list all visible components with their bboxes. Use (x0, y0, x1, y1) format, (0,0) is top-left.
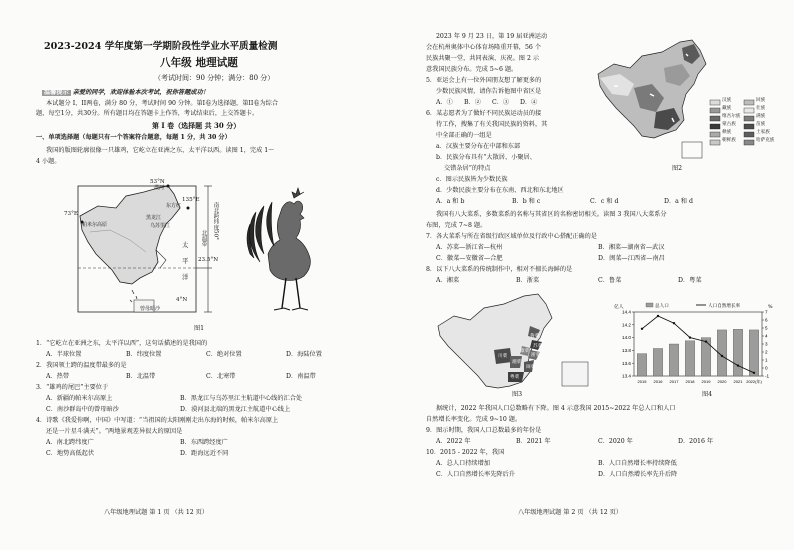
q6-option-b: B．b 和 c (512, 198, 541, 205)
page-1-footer: 八年级地理试题 第 1 页 （共 12 页） (104, 509, 209, 516)
q2-option-a: A．热带 (46, 373, 70, 380)
q5-option-a: A．① (436, 99, 453, 106)
y-right-tick-label: 3 (765, 341, 768, 347)
notice-line (42, 90, 209, 96)
fig1-mohe: 漠河 (154, 185, 165, 191)
growth-rate-point (753, 372, 755, 374)
q10-option-d: D．人口自然增长率先升后降 (598, 471, 678, 478)
growth-rate-point (689, 336, 691, 338)
q10-stem: 10．2015 - 2022 年，我国 (426, 449, 505, 456)
q1-option-a: A．半球位置 (46, 351, 82, 358)
q4-option-d: D．距海远近不同 (180, 450, 229, 457)
q5-stem: 5．亚运会上有一位外国朋友想了解更多的 (426, 77, 542, 84)
latitude-brace (196, 186, 212, 312)
q4-option-c: C．地势高低起伏 (46, 450, 95, 457)
y-right-tick-label: 4 (765, 333, 768, 339)
q8-option-d: D．粤菜 (678, 277, 702, 284)
fig1-pamir: 帕米尔高原 (82, 222, 108, 228)
q6-statement-b: b．民族分布具有“大散居、小聚居、 (436, 154, 536, 161)
notice-tag: 温馨提示 (44, 89, 69, 96)
q6-statement-b-2: 交错杂居”的特点 (444, 165, 491, 172)
q4-stem-2: 还是一片星斗满天”。“两地景观差异很大的原因是 (46, 428, 183, 435)
exam-title: 2023-2024 学年度第一学期阶段性学业水平质量检测 (44, 41, 278, 52)
legend-label-growth-rate: 人口自然增长率 (708, 304, 741, 309)
q1-stem: 1．“它屹立在亚洲之东，太平洋以西”，这句话描述的是我国的 (36, 340, 208, 347)
fig1-caption: 图1 (194, 325, 205, 332)
fig3-label-min: 闽菜 (526, 365, 536, 370)
x-tick-label: 2020 (717, 379, 727, 384)
notice-text: 亲爱的同学，欢迎体验本次考试，祝你答题成功！ (72, 89, 209, 96)
y-left-tick-label: 13.4 (622, 373, 631, 379)
q6-statement-d: d．少数民族主要分布在东南、西北和东北地区 (436, 187, 564, 194)
fig1-lat-south: 4°N (176, 297, 188, 303)
figure-2-ethnic-map (590, 34, 782, 162)
q3-option-b: B．黑龙江与乌苏里江主航道中心线的汇合处 (180, 395, 303, 402)
y-left-tick-label: 14.0 (622, 335, 631, 341)
legend-label-population: 总人口 (655, 304, 669, 309)
fig2-legend-5: 壮族 (756, 106, 766, 111)
q9-option-c: C．2020 年 (598, 438, 633, 445)
y-right-tick-label: 5 (765, 325, 768, 331)
q1-option-d: D．海陆位置 (286, 351, 322, 358)
q10-option-a: A．总人口持续增加 (436, 460, 490, 467)
q5-option-c: C．③ (492, 99, 510, 106)
q7-stem: 7．各大菜系与所在省级行政区域单位及行政中心搭配正确的是 (426, 233, 597, 240)
fig2-legend-11: 哈萨克族 (756, 138, 775, 143)
notice-line-2: 题，每空1分，共30分。所有题目均在答题卡上作答，考试结束后，上交答题卡。 (36, 110, 259, 117)
q6-option-c: C．c 和 d (590, 198, 619, 205)
population-bar (653, 348, 663, 376)
chart-series-population (637, 329, 759, 376)
fig2-legend-7: 苗族 (756, 122, 766, 127)
q10-option-c: C．人口自然增长率先降后升 (436, 471, 515, 478)
q6-stem: 6．某志愿者为了做好不同民族运动员的接 (426, 110, 542, 117)
fig2-legend-10: 朝鲜族 (722, 138, 736, 143)
fig2-caption: 图2 (672, 165, 683, 172)
fig2-legend-6: 满族 (756, 114, 766, 119)
q3-option-a: A．新疆的帕米尔高原上 (46, 395, 113, 402)
fig2-legend-8: 彝族 (722, 130, 732, 135)
y-left-tick-label: 13.6 (622, 360, 631, 366)
fig3-caption: 图3 (512, 391, 523, 398)
intro-5-line-2: 会在杭州奥体中心体育场隆重开幕，56 个 (426, 44, 542, 51)
q2-option-c: C．北寒带 (206, 373, 236, 380)
population-bar (669, 344, 679, 376)
growth-rate-point (705, 340, 707, 342)
q7-option-a: A．苏菜—浙江省—杭州 (436, 244, 503, 251)
fig2-legend-3: 蒙古族 (722, 122, 736, 127)
fig1-heilong: 黑龙江 (146, 215, 162, 221)
growth-rate-point (641, 328, 643, 330)
fig1-brace-bottom: 北温带 (200, 230, 207, 247)
fig3-label-lu: 鲁菜 (530, 334, 540, 339)
y-right-unit: % (768, 305, 773, 310)
chart-legend (646, 302, 741, 309)
q6-option-a: A．a 和 b (436, 198, 465, 205)
q8-option-c: C．鲁菜 (598, 277, 622, 284)
q4-option-a: A．南北跨纬度广 (46, 439, 94, 446)
q5-option-d: D．④ (520, 99, 538, 106)
intro-7-line-2: 布图，完成 7~8 题。 (426, 222, 487, 229)
fig3-label-xiang: 湘菜 (512, 360, 522, 365)
x-tick-label: 2022(年) (746, 379, 762, 384)
exam-subject: 八年级 地理试题 (160, 57, 238, 69)
q6-statement-a: a．汉族主要分布在中部和东部 (436, 143, 521, 150)
q7-option-b: B．湘菜—湖南省—武汉 (598, 244, 665, 251)
population-bar (637, 354, 647, 376)
intro-5-line-1: 2023 年 9 月 23 日，第 19 届亚洲运动 (436, 33, 548, 40)
growth-rate-point (673, 322, 675, 324)
fig1-lon-west: 73°E (64, 211, 78, 217)
q9-option-d: D．2016 年 (678, 438, 714, 445)
notice-line-1: 本试题分 I、II两卷，满分 80 分，考试时间 90 分钟。第I卷为选择题，第II卷为综合 (46, 100, 279, 107)
fig2-legend-0: 汉族 (722, 98, 732, 103)
fig1-tai: 太 (182, 241, 189, 249)
legend-swatch-population (646, 303, 653, 307)
q3-option-c: C．南沙群岛中的曾母暗沙 (46, 406, 119, 413)
fig2-legend-9: 土家族 (756, 130, 770, 135)
figure-4-population-chart (612, 300, 784, 392)
fig2-legend-1: 藏族 (722, 106, 732, 111)
population-bar (701, 338, 711, 376)
fig2-legend-4: 回族 (756, 98, 766, 103)
y-left-tick-label: 14.4 (622, 309, 631, 315)
q9-option-a: A．2022 年 (436, 438, 471, 445)
y-right-tick-label: -1 (765, 373, 770, 379)
q10-option-b: B．人口自然增长率持续降低 (598, 460, 677, 467)
q5-stem-2: 少数民族风情，请你告诉他图中省区是 (436, 88, 542, 95)
q1-option-b: B．纬度位置 (126, 351, 162, 358)
single-choice-title: 一、单项选择题（每题只有一个答案符合题意，每题 1 分，共 30 分） (36, 134, 231, 141)
q1-option-c: C．绝对位置 (206, 351, 242, 358)
q2-option-b: B．北温带 (126, 373, 156, 380)
fig1-lat-north: 53°N (150, 179, 165, 185)
y-left-tick-label: 14.2 (622, 322, 631, 328)
fig1-ping: 平 (182, 257, 189, 265)
exam-page-2 (402, 0, 794, 550)
fig1-zengmu: 曾母暗沙 (140, 306, 161, 312)
q7-option-c: C．徽菜—安徽省—合肥 (436, 255, 503, 262)
growth-rate-point (737, 364, 739, 366)
q2-stem: 2．我国领土跨的温度带最多的是 (36, 362, 127, 369)
exam-info: （考试时间：90 分钟；满分：80 分） (154, 74, 275, 82)
chart-axes (632, 312, 764, 376)
y-left-tick-label: 13.8 (622, 348, 631, 353)
q9-stem: 9．图示时期，我国人口总数最多的年份是 (426, 427, 542, 434)
intro-5-line-4: 意我国民族分布。完成 5~6 题。 (426, 66, 518, 73)
q3-stem: 3．“雄鸡的尾巴”主要位于 (36, 384, 109, 391)
intro-line-2: 4 小题。 (36, 158, 61, 165)
intro-9-line-2: 自然增长率变化。完成 9~10 题。 (426, 416, 522, 423)
fig1-yang: 洋 (182, 273, 189, 281)
x-tick-label: 2016 (653, 379, 663, 384)
q6-stem-2: 待工作，搜集了有关我国民族的资料，其 (436, 121, 548, 128)
fig3-label-yue: 粤菜 (510, 375, 520, 380)
fig1-tropic: 23.5°N (198, 257, 219, 263)
growth-rate-point (721, 355, 723, 357)
fig1-lon-east: 135°E (182, 197, 200, 203)
figure-1-china-rooster (60, 172, 330, 320)
q2-option-d: D．南温带 (286, 373, 316, 380)
fig1-dongfanghong: 东方红 (166, 203, 182, 209)
intro-9-line-1: 据统计，2022 年我国人口总数略有下降。图 4 示意我国 2015~2022 年总人口和人口 (436, 405, 676, 412)
y-right-tick-label: 6 (765, 317, 768, 323)
q9-option-b: B．2021 年 (516, 438, 551, 445)
q4-option-b: B．东西跨经度广 (180, 439, 228, 446)
x-tick-label: 2021 (733, 379, 743, 384)
section-1-title: 第 I 卷（选择题 共 30 分） (152, 121, 241, 130)
q6-statement-c: c．图示民族皆为少数民族 (436, 176, 508, 183)
intro-line-1: 我国的版图轮廓很像一只雄鸡，它屹立在亚洲之东，太平洋以西。读图 1，完成 1～ (46, 147, 275, 154)
y-left-unit: 亿人 (614, 305, 624, 310)
q6-stem-3: 中全部正确的一组是 (436, 132, 492, 139)
q8-option-a: A．湘菜 (436, 277, 460, 284)
x-tick-label: 2018 (685, 379, 695, 384)
growth-rate-point (657, 315, 659, 317)
q3-option-d: D．漠河县北端的黑龙江主航道中心线上 (180, 406, 291, 413)
fig1-brace-top: 南北跨纬度50° (212, 202, 219, 240)
fig3-label-su: 苏菜 (533, 344, 543, 349)
y-right-tick-label: 7 (765, 309, 768, 315)
q6-option-d: D．a 和 d (664, 198, 693, 205)
population-bar (749, 330, 759, 376)
population-bar (733, 329, 743, 376)
fig4-caption: 图4 (702, 391, 713, 398)
fig3-label-zhe: 浙菜 (531, 353, 541, 358)
x-tick-label: 2015 (637, 379, 647, 384)
x-tick-label: 2017 (669, 379, 679, 384)
population-bar (685, 341, 695, 376)
fig3-label-hui: 徽菜 (520, 349, 530, 354)
intro-5-line-3: 民族共聚一堂，共同表演、庆祝。图 2 示 (426, 55, 540, 62)
q4-stem: 4．诗歌《我爱你啊，中国》中写道：“当祖国的太阳刚刚走出东海的时候，帕米尔高原上 (36, 417, 279, 424)
page-2-footer: 八年级地理试题 第 2 页 （共 12 页） (518, 509, 623, 516)
fig2-legend-2: 维吾尔族 (722, 114, 741, 119)
q7-option-d: D．闽菜—江西省—南昌 (598, 255, 665, 262)
y-right-tick-label: 1 (765, 357, 768, 363)
intro-7-line-1: 我国有八大菜系，多数菜系的名称与其省区的名称密切相关。读图 3 我国八大菜系分 (436, 211, 667, 218)
x-tick-label: 2019 (701, 379, 711, 384)
fig3-label-chuan: 川菜 (498, 354, 508, 359)
fig1-wusuli: 乌苏里江 (150, 223, 171, 229)
y-right-tick-label: 0 (765, 365, 768, 371)
q8-stem: 8．以下八大菜系的传统制作中，相对不擅长海鲜的是 (426, 266, 573, 273)
q8-option-b: B．浙菜 (516, 277, 540, 284)
y-right-tick-label: 2 (765, 349, 768, 355)
rooster-drawing (247, 188, 310, 310)
q5-option-b: B．② (464, 99, 481, 106)
